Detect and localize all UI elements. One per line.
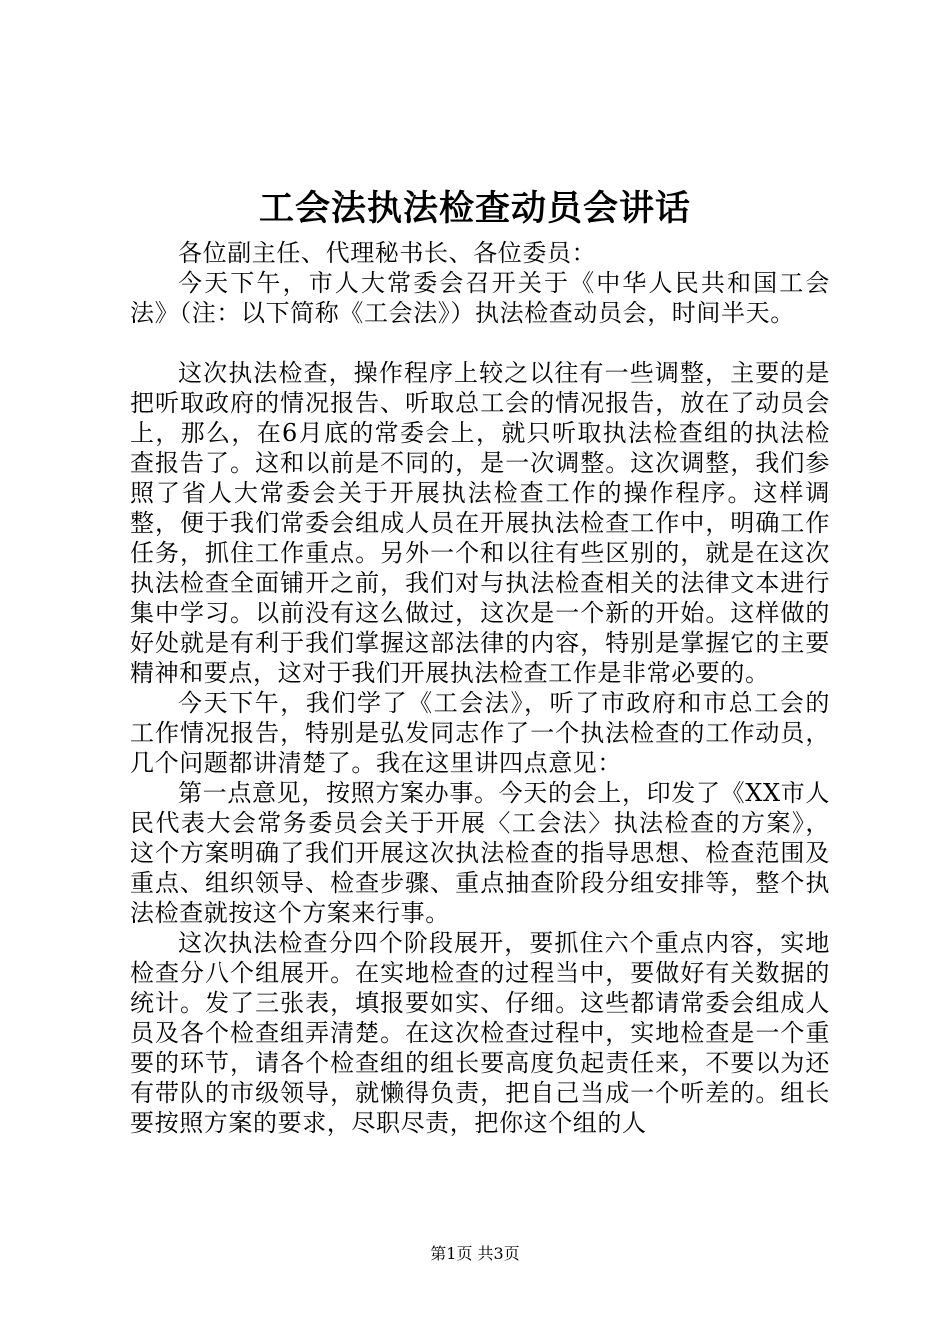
- four-points-intro-paragraph: 今天下午，我们学了《工会法》，听了市政府和市总工会的工作情况报告，特别是弘发同志作了一个执法检查的工作动员，几个问题都讲清楚了。我在这里讲四点意见：: [130, 689, 830, 777]
- document-body: [130, 238, 830, 1138]
- inspection-stages-paragraph: 这次执法检查分四个阶段展开，要抓住六个重点内容，实地检查分八个组展开。在实地检查的过程当中，要做好有关数据的统计。发了三张表，填报要如实、仔细。这些都请常委会组成人员及各个检查组弄清楚。在这次检查过程中，实地检查是一个重要的环节，请各个检查组的组长要高度负起责任来，不要以为还有带队的市级领导，就懒得负责，把自己当成一个听差的。组长要按照方案的要求，尽职尽责，把你这个组的人: [130, 929, 830, 1137]
- first-point-paragraph: 第一点意见，按照方案办事。今天的会上，印发了《XX市人民代表大会常务委员会关于开展〈工会法〉执法检查的方案》，这个方案明确了我们开展这次执法检查的指导思想、检查范围及重点、组织领导、检查步骤、重点抽查阶段分组安排等，整个执法检查就按这个方案来行事。: [130, 779, 830, 927]
- opening-paragraph: 今天下午，市人大常委会召开关于《中华人民共和国工会法》（注：以下简称《工会法》）执法检查动员会，时间半天。: [130, 269, 830, 327]
- procedure-adjustment-paragraph: 这次执法检查，操作程序上较之以往有一些调整，主要的是把听取政府的情况报告、听取总工会的情况报告，放在了动员会上，那么，在6月底的常委会上，就只听取执法检查组的执法检查报告了。这和以前是不同的，是一次调整。这次调整，我们参照了省人大常委会关于开展执法检查工作的操作程序。这样调整，便于我们常委会组成人员在开展执法检查工作中，明确工作任务，抓住工作重点。另外一个和以往有些区别的，就是在这次执法检查全面铺开之前，我们对与执法检查相关的法律文本进行集中学习。以前没有这么做过，这次是一个新的开始。这样做的好处就是有利于我们掌握这部法律的内容，特别是掌握它的主要精神和要点，这对于我们开展执法检查工作是非常必要的。: [130, 359, 830, 687]
- page-number-footer: 第1页 共3页: [430, 1244, 520, 1263]
- document-title: 工会法执法检查动员会讲话: [258, 188, 691, 229]
- salutation-paragraph: 各位副主任、代理秘书长、各位委员：: [178, 239, 597, 267]
